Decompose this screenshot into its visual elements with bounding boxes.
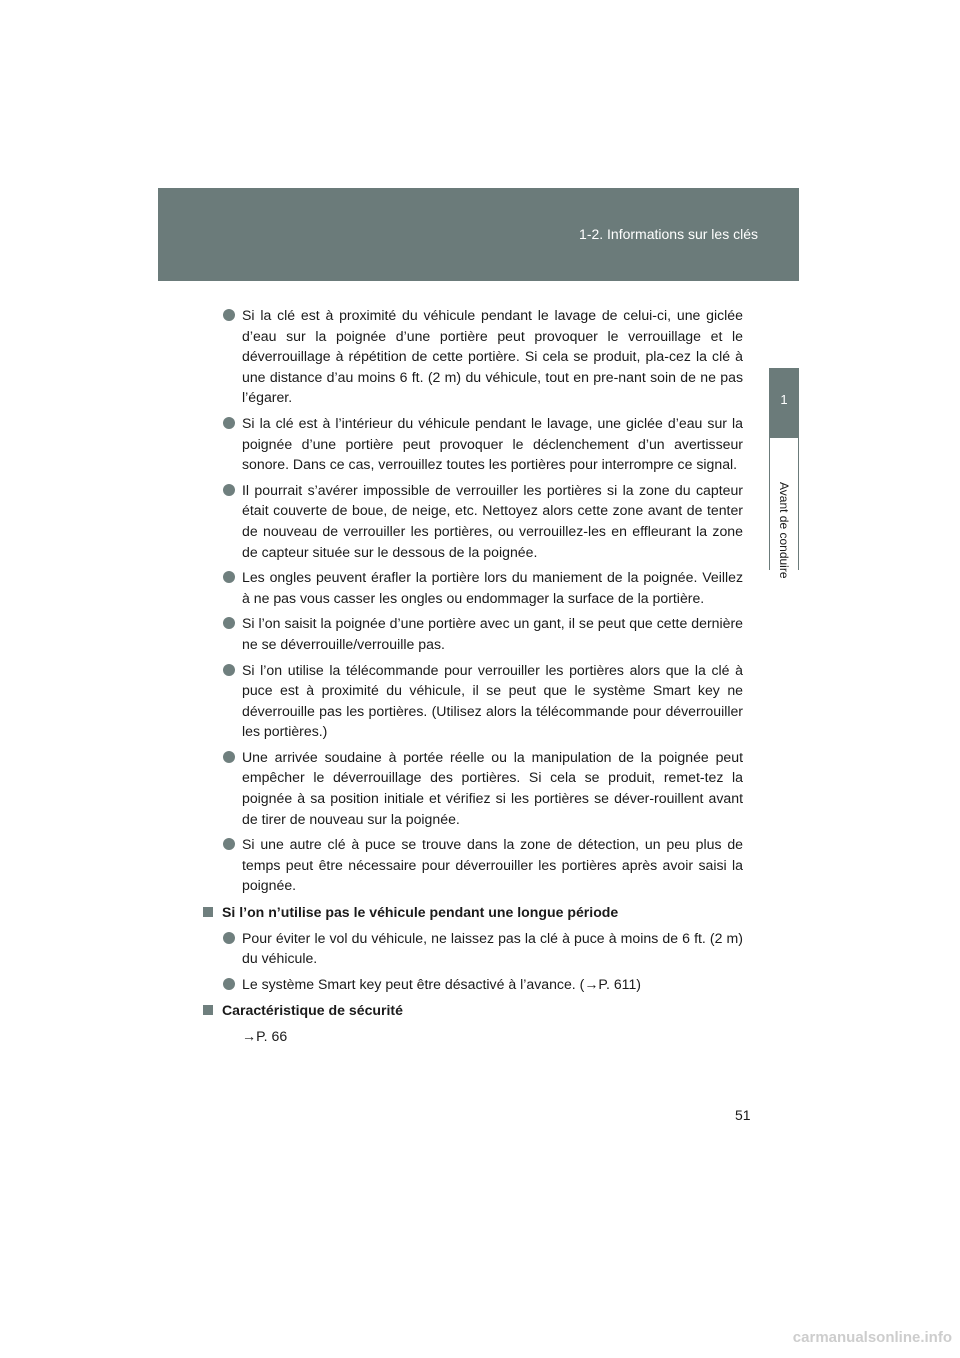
bullet-text: Il pourrait s’avérer impossible de verrouiller les portières si la zone du capteur était couverte de boue, de neige, etc. Nettoyez alors cette zone avant de tenter de nouveau de verrouiller les portières, ou verrouillez-les en effleurant la zone de capteur située sur le dessous de la poignée. [242,481,743,560]
bullet-dot-icon [223,571,235,583]
bullet-dot-icon [223,309,235,321]
square-bullet-icon [203,907,213,917]
bullet-item [222,747,743,829]
bullet-text: Si l’on saisit la poignée d’une portière avec un gant, il se peut que cette dernière ne se déverrouille/verrouille pas. [242,615,743,652]
bullet-item [222,974,743,995]
bullet-list-a [222,305,743,896]
heading-text: Si l’on n’utilise pas le véhicule pendant une longue période [222,904,619,921]
bullet-list-b [222,928,743,995]
bullet-dot-icon [223,751,235,763]
bullet-dot-icon [223,484,235,496]
bullet-text: Si la clé est à proximité du véhicule pendant le lavage de celui-ci, une giclée d’eau sur la poignée d’une portière peut provoquer le verrouillage et le déverrouillage à répétition de cette portière. Si cela se produit, pla-cez la clé à une distance d’au moins 6 ft. (2 m) du véhicule, tout en pre-nant soin de ne pas l’égarer. [242,307,743,406]
section-title: 1-2. Informations sur les clés [579,226,758,242]
bullet-dot-icon [223,417,235,429]
page-reference[interactable]: →P. 66 [242,1028,288,1044]
bullet-item [222,928,743,969]
bullet-text: Le système Smart key peut être désactivé à l’avance. (→P. 611) [242,975,641,992]
section-heading [202,902,743,923]
bullet-item [222,413,743,475]
watermark: carmanualsonline.info [792,1329,952,1346]
bullet-text: Si l’on utilise la télécommande pour verrouiller les portières alors que la clé à puce est à proximité du véhicule, il se peut que le système Smart key ne déverrouille pas les portières. (Utilisez alors la télécommande pour déverrouiller les portières.) [242,661,743,740]
bullet-text: Les ongles peuvent érafler la portière lors du maniement de la poignée. Veillez à ne pas vous casser les ongles ou endommager la surface de la portière. [242,569,743,606]
bullet-dot-icon [223,932,235,944]
square-bullet-icon [203,1005,213,1015]
bullet-dot-icon [223,617,235,629]
heading-text: Caractéristique de sécurité [222,1002,403,1019]
bullet-text: Une arrivée soudaine à portée réelle ou la manipulation de la poignée peut empêcher le déverrouillage des portières. Si cela se produit, remet-tez la poignée à sa position initiale et vérifiez si les portières se déver-rouillent avant de tirer de nouveau sur la poignée. [242,748,743,827]
page-number: 51 [735,1107,751,1123]
bullet-text: Si une autre clé à puce se trouve dans la zone de détection, un peu plus de temps peut être nécessaire pour déverrouiller les portières après avoir saisi la poignée. [242,836,743,894]
bullet-item [222,834,743,896]
bullet-dot-icon [223,978,235,990]
section-heading [202,1000,743,1021]
bullet-item [222,567,743,608]
bullet-item [222,660,743,742]
bullet-item [222,305,743,408]
bullet-item [222,480,743,562]
chapter-number: 1 [780,392,788,407]
chapter-tab [769,368,799,438]
bullet-dot-icon [223,838,235,850]
bullet-text: Si la clé est à l’intérieur du véhicule pendant le lavage, une giclée d’eau sur la poignée d’une portière peut provoquer le déclenchement d’un avertisseur sonore. Dans ce cas, verrouillez toutes les portières pour interrompre ce signal. [242,414,743,473]
header-band [158,188,799,281]
bullet-item [222,613,743,654]
bullet-text: Pour éviter le vol du véhicule, ne laissez pas la clé à puce à moins de 6 ft. (2 m) du véhicule. [242,929,743,967]
bullet-dot-icon [223,664,235,676]
page-content [222,305,743,1052]
chapter-label: Avant de conduire [777,482,791,579]
